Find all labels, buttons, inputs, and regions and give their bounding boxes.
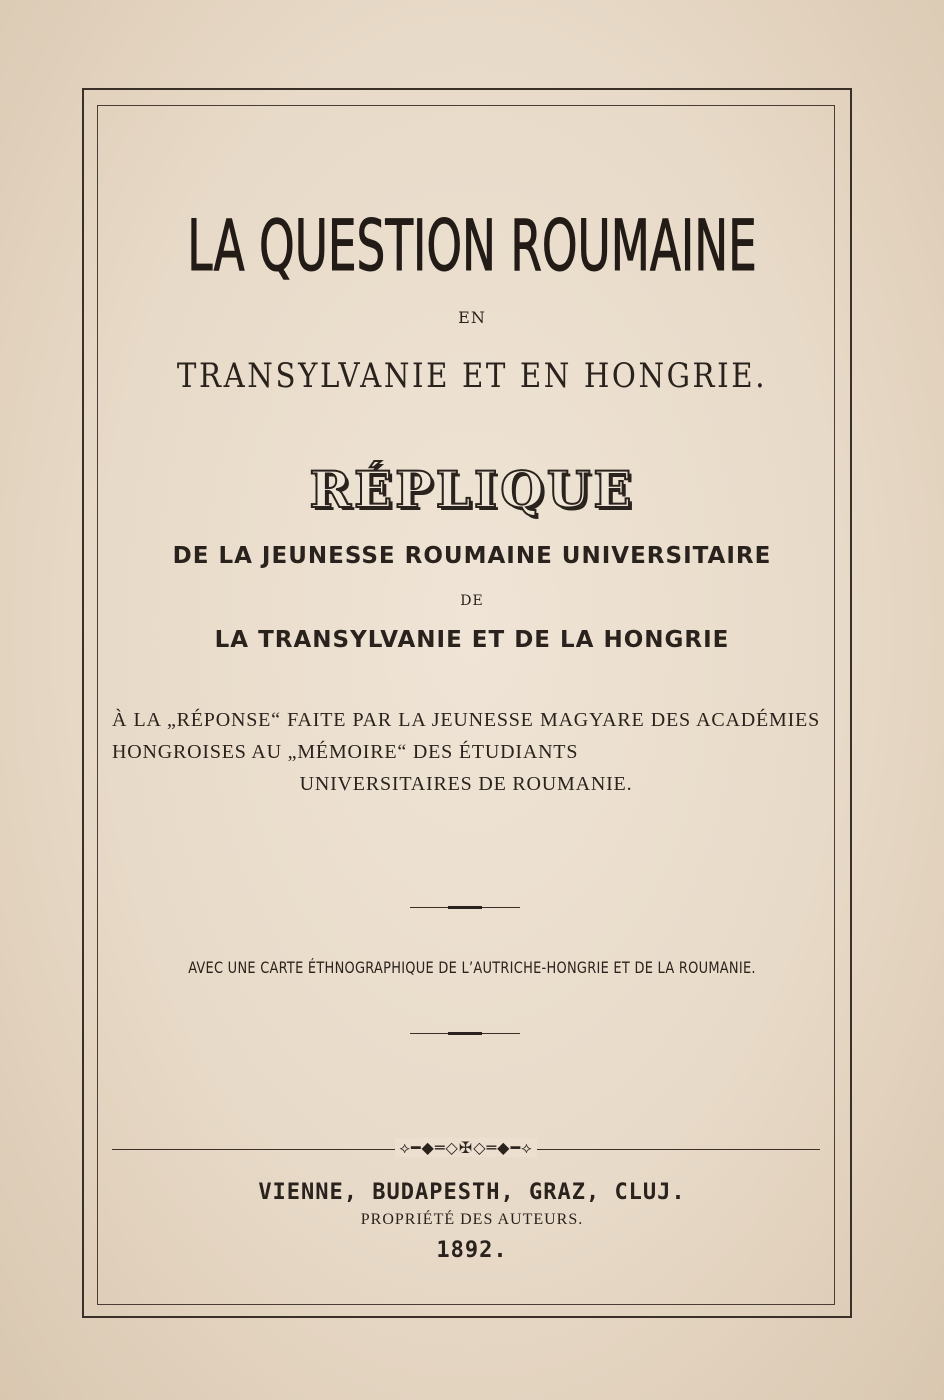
short-rule-upper: [410, 907, 520, 908]
imprint-cities: VIENNE, BUDAPESTH, GRAZ, CLUJ.: [258, 1180, 686, 1205]
subtitle: TRANSYLVANIE ET EN HONGRIE.: [176, 356, 768, 396]
body-paragraph: [112, 704, 820, 800]
imprint-propriete: PROPRIÉTÉ DES AUTEURS.: [360, 1211, 584, 1228]
short-rule-lower: [410, 1033, 520, 1034]
transylvanie-line: LA TRANSYLVANIE ET DE LA HONGRIE: [214, 627, 730, 653]
map-note: AVEC UNE CARTE ÉTHNOGRAPHIQUE DE L’AUTRICHE-HONGRIE ET DE LA ROUMANIE.: [188, 958, 756, 977]
body-text: À LA „RÉPONSE“ FAITE PAR LA JEUNESSE MAGYARE DES ACADÉMIES HONGROISES AU „MÉMOIRE“ DES ÉTUDIANTS: [112, 709, 820, 763]
connector-de: DE: [460, 593, 484, 609]
jeunesse-line: DE LA JEUNESSE ROUMAINE UNIVERSITAIRE: [172, 543, 772, 569]
replique-heading: RÉPLIQUE: [309, 460, 635, 519]
body-last-line: UNIVERSITAIRES DE ROUMANIE.: [299, 773, 633, 795]
ornamental-divider: [112, 1138, 820, 1162]
ornament-icon: ⟡━◆═◇✠◇═◆━⟡: [112, 1138, 820, 1158]
imprint-year: 1892.: [436, 1238, 508, 1263]
connector-en: EN: [458, 308, 486, 327]
main-title: LA QUESTION ROUMAINE: [187, 205, 757, 287]
